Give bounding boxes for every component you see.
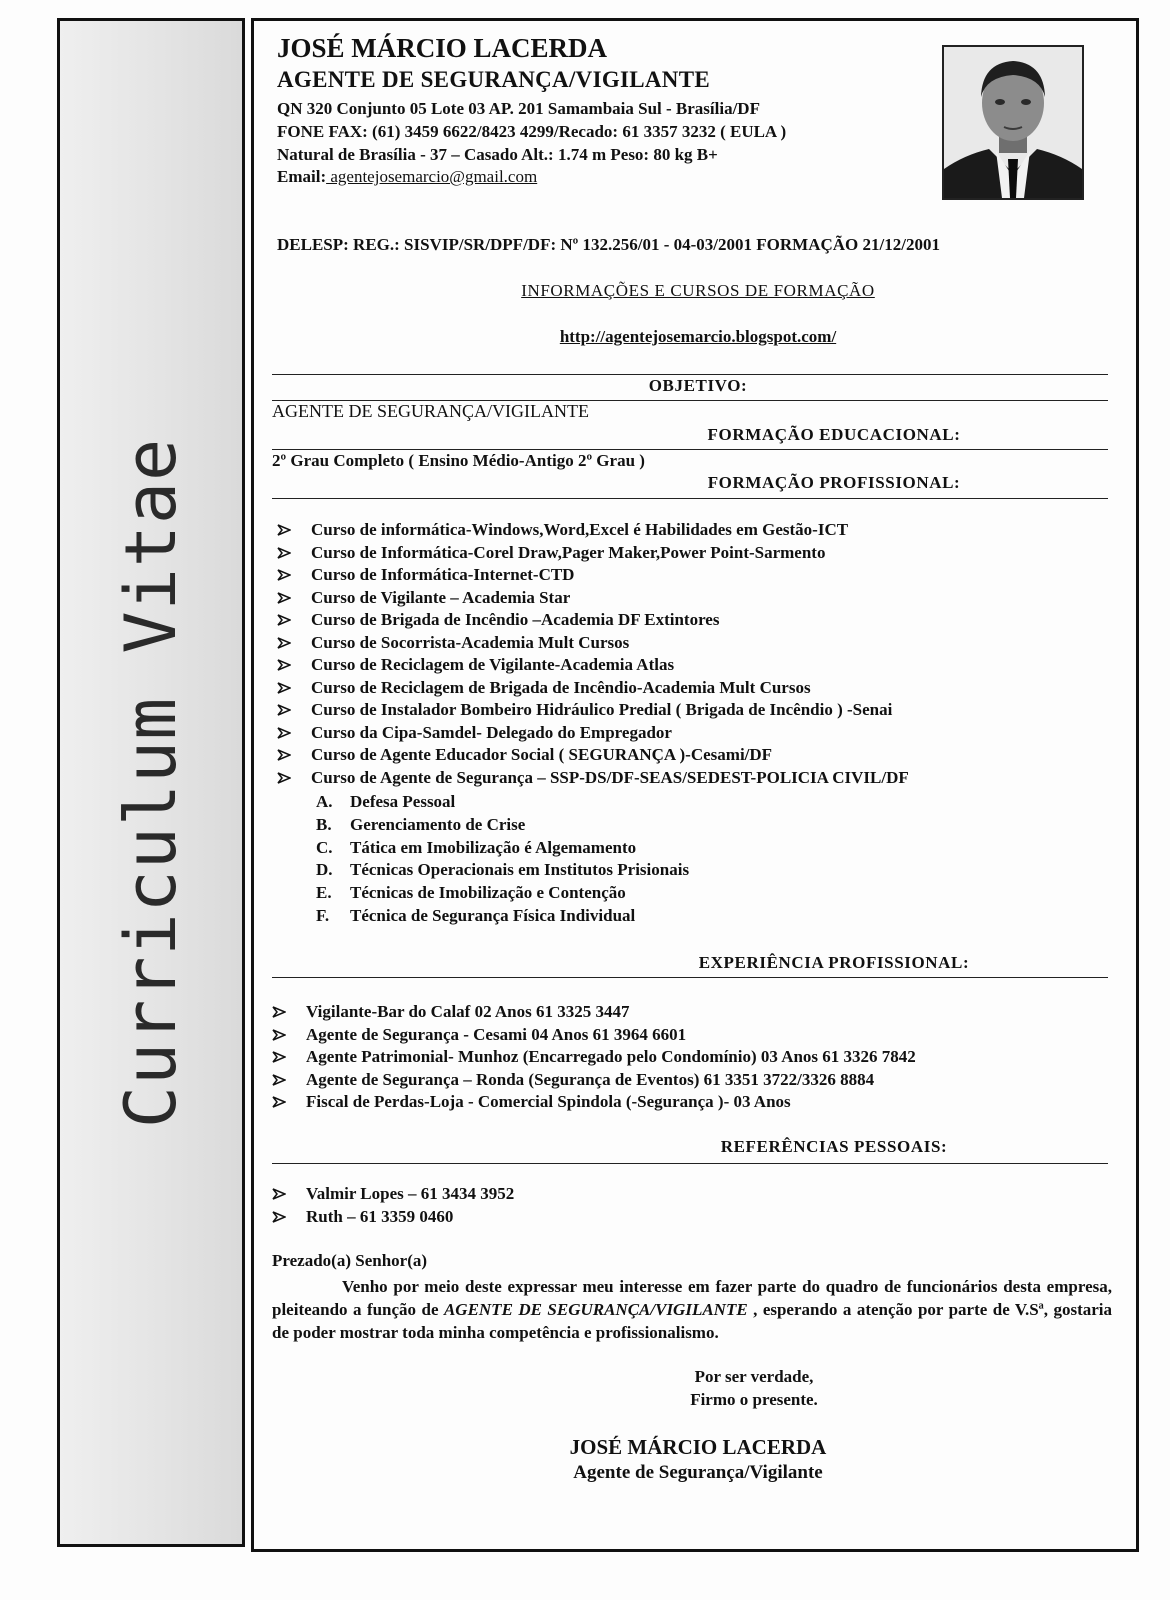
- list-item: Curso de Informática-Corel Draw,Pager Maker,Power Point-Sarmento: [277, 542, 909, 565]
- info-heading: INFORMAÇÕES E CURSOS DE FORMAÇÃO: [521, 281, 875, 300]
- divider: [272, 1163, 1108, 1164]
- candidate-name: JOSÉ MÁRCIO LACERDA: [277, 33, 608, 63]
- arrow-bullet-icon: [272, 1187, 286, 1201]
- course-list: [277, 519, 909, 789]
- letter-role: AGENTE DE SEGURANÇA/VIGILANTE: [443, 1300, 748, 1319]
- letter-body: Venho por meio deste expressar meu interesse em fazer parte do quadro de funcionários desta empresa, pleiteando a função de AGENTE DE SEGURANÇA/VIGILANTE , esperando a atenção por parte de V.Sª, gostaria de poder mostrar toda minha competência e profissionalismo.: [272, 1277, 1112, 1342]
- list-item: Curso de Brigada de Incêndio –Academia DF Extintores: [277, 609, 909, 632]
- list-item: Fiscal de Perdas-Loja - Comercial Spindola (-Segurança )- 03 Anos: [272, 1091, 916, 1114]
- list-item: Ruth – 61 3359 0460: [272, 1206, 514, 1229]
- arrow-bullet-icon: [272, 1005, 286, 1019]
- arrow-bullet-icon: [272, 1073, 286, 1087]
- list-item: Agente Patrimonial- Munhoz (Encarregado pelo Condomínio) 03 Anos 61 3326 7842: [272, 1046, 916, 1069]
- training-heading: FORMAÇÃO PROFISSIONAL:: [707, 473, 961, 492]
- signature-name: JOSÉ MÁRCIO LACERDA: [569, 1435, 827, 1459]
- education-text: 2º Grau Completo ( Ensino Médio-Antigo 2º Grau ): [272, 451, 645, 470]
- address: QN 320 Conjunto 05 Lote 03 AP. 201 Samambaia Sul - Brasília/DF: [277, 99, 760, 118]
- email-label: Email:: [277, 167, 327, 186]
- email-line: [277, 167, 537, 187]
- blog-link[interactable]: http://agentejosemarcio.blogspot.com/: [559, 327, 837, 346]
- arrow-bullet-icon: [277, 726, 291, 740]
- list-item: Curso de Informática-Internet-CTD: [277, 564, 909, 587]
- arrow-bullet-icon: [272, 1028, 286, 1042]
- objective-heading: OBJETIVO:: [648, 376, 748, 395]
- arrow-bullet-icon: [277, 591, 291, 605]
- list-item: Vigilante-Bar do Calaf 02 Anos 61 3325 3447: [272, 1001, 916, 1024]
- letter-salutation: Prezado(a) Senhor(a): [272, 1251, 428, 1270]
- list-item: Curso de Vigilante – Academia Star: [277, 587, 909, 610]
- arrow-bullet-icon: [272, 1210, 286, 1224]
- list-item: Agente de Segurança – Ronda (Segurança de Eventos) 61 3351 3722/3326 8884: [272, 1069, 916, 1092]
- email-link[interactable]: agentejosemarcio@gmail.com: [326, 167, 538, 186]
- registration: DELESP: REG.: SISVIP/SR/DPF/DF: Nº 132.256/01 - 04-03/2001 FORMAÇÃO 21/12/2001: [277, 235, 940, 254]
- signature-role: Agente de Segurança/Vigilante: [573, 1462, 823, 1483]
- list-item: Agente de Segurança - Cesami 04 Anos 61 3964 6601: [272, 1024, 916, 1047]
- phone: FONE FAX: (61) 3459 6622/8423 4299/Recado: 61 3357 3232 ( EULA ): [277, 122, 787, 141]
- list-item: Curso de Reciclagem de Vigilante-Academia Atlas: [277, 654, 909, 677]
- arrow-bullet-icon: [277, 636, 291, 650]
- arrow-bullet-icon: [277, 658, 291, 672]
- arrow-bullet-icon: [277, 681, 291, 695]
- arrow-bullet-icon: [277, 613, 291, 627]
- divider: [272, 449, 1108, 450]
- closing-line-1: Por ser verdade,: [694, 1367, 814, 1386]
- education-heading: FORMAÇÃO EDUCACIONAL:: [707, 425, 961, 444]
- arrow-bullet-icon: [277, 568, 291, 582]
- arrow-bullet-icon: [277, 523, 291, 537]
- list-item: Curso de Agente de Segurança – SSP-DS/DF-SEAS/SEDEST-POLICIA CIVIL/DF: [277, 767, 909, 790]
- list-item: Curso de Socorrista-Academia Mult Cursos: [277, 632, 909, 655]
- arrow-bullet-icon: [277, 546, 291, 560]
- list-item: Valmir Lopes – 61 3434 3952: [272, 1183, 514, 1206]
- experience-list: [272, 1001, 916, 1114]
- sidebar-title: Curriculum Vitae: [110, 437, 192, 1128]
- references-list: [272, 1183, 514, 1228]
- list-item: Curso de informática-Windows,Word,Excel é Habilidades em Gestão-ICT: [277, 519, 909, 542]
- divider: [272, 977, 1108, 978]
- sidebar-panel: [57, 18, 245, 1547]
- list-item: Curso de Instalador Bombeiro Hidráulico Predial ( Brigada de Incêndio ) -Senai: [277, 699, 909, 722]
- list-item: Curso de Reciclagem de Brigada de Incêndio-Academia Mult Cursos: [277, 677, 909, 700]
- list-item: Curso da Cipa-Samdel- Delegado do Empregador: [277, 722, 909, 745]
- divider: [272, 498, 1108, 499]
- objective-text: AGENTE DE SEGURANÇA/VIGILANTE: [272, 401, 589, 421]
- list-item: Curso de Agente Educador Social ( SEGURANÇA )-Cesami/DF: [277, 744, 909, 767]
- arrow-bullet-icon: [272, 1050, 286, 1064]
- divider: [272, 374, 1108, 375]
- closing-line-2: Firmo o presente.: [690, 1390, 818, 1409]
- personal-info: Natural de Brasília - 37 – Casado Alt.: 1.74 m Peso: 80 kg B+: [277, 145, 718, 164]
- arrow-bullet-icon: [277, 771, 291, 785]
- portrait-image: [944, 47, 1082, 198]
- arrow-bullet-icon: [272, 1095, 286, 1109]
- references-heading: REFERÊNCIAS PESSOAIS:: [720, 1137, 948, 1156]
- candidate-role: AGENTE DE SEGURANÇA/VIGILANTE: [277, 67, 710, 92]
- experience-heading: EXPERIÊNCIA PROFISSIONAL:: [698, 953, 970, 972]
- candidate-photo: [942, 45, 1084, 200]
- arrow-bullet-icon: [277, 748, 291, 762]
- resume-page: JOSÉ MÁRCIO LACERDA AGENTE DE SEGURANÇA/VIGILANTE QN 320 Conjunto 05 Lote 03 AP. 201 Samambaia Sul - Brasília/DF FONE FAX: (61) 3459 6622/8423 4299/Recado: 61 3357 3232 ( EULA ) Natural de Brasília - 37 – Casado Alt.: 1.74 m Peso: 80 kg B+ Email: agentejosemarcio@gmail.com DELESP: REG.: SISVIP/SR/DPF/DF: Nº 132.256/01 - 04-03/2001 FORMAÇÃO 21/12/2001 INFORMAÇÕES E CURSOS DE FORMAÇÃO http://agentejosemarcio.blogspot.com/ OBJETIVO: AGENTE DE SEGURANÇA/VIGILANTE FORMAÇÃO EDUCACIONAL: 2º Grau Completo ( Ensino Médio-Antigo 2º Grau ) FORMAÇÃO PROFISSIONAL: Curso de informática-Windows,Word,Excel é Habilidades em Gestão-ICT Curso de Informática-Corel Draw,Pager Maker,Power Point-Sarmento Curso de Informática-Internet-CTD Curso de Vigilante – Academia Star Curso de Brigada de Incêndio –Academia DF Extintores Curso de Socorrista-Academia Mult Cursos Curso de Reciclagem de Vigilante-Academia Atlas Curso de Reciclagem de Brigada de Incêndio-Academia Mult Cursos Curso de Instalador Bombeiro Hidráulico Predial ( Brigada de Incêndio ) -Senai Curso da Cipa-Samdel- Delegado do Empregador Curso de Agente Educador Social ( SEGURANÇA )-Cesami/DF Curso de Agente de Segurança – SSP-DS/DF-SEAS/SEDEST-POLICIA CIVIL/DF A. Defesa Pessoal B. Gerenciamento de Crise C. Tática em Imobilização é Algemamento D. Técnicas Operacionais em Institutos Prisionais E. Técnicas de Imobilização e Contenção F. Técnica de Segurança Física Individual EXPERIÊNCIA PROFISSIONAL: Vigilante-Bar do Calaf 02 Anos 61 3325 3447 Agente de Segurança - Cesami 04 Anos 61 3964 6601 Agente Patrimonial- Munhoz (Encarregado pelo Condomínio) 03 Anos 61 3326 7842 Agente de Segurança – Ronda (Segurança de Eventos) 61 3351 3722/3326 8884 Fiscal de Perdas-Loja - Comercial Spindola (-Segurança )- 03 Anos REFERÊNCIAS PESSOAIS: Valmir Lopes – 61 3434 3952 Ruth – 61 3359 0460 Prezado(a) Senhor(a) Venho por meio deste expressar meu interesse em fazer parte do quadro de funcionários desta empresa, pleiteando a função de AGENTE DE SEGURANÇA/VIGILANTE , esperando a atenção por parte de V.Sª, gostaria de poder mostrar toda minha competência e profissionalismo. Por ser verdade, Firmo o presente. JOSÉ MÁRCIO LACERDA Agente de Segurança/Vigilante: [251, 18, 1139, 1552]
- arrow-bullet-icon: [277, 703, 291, 717]
